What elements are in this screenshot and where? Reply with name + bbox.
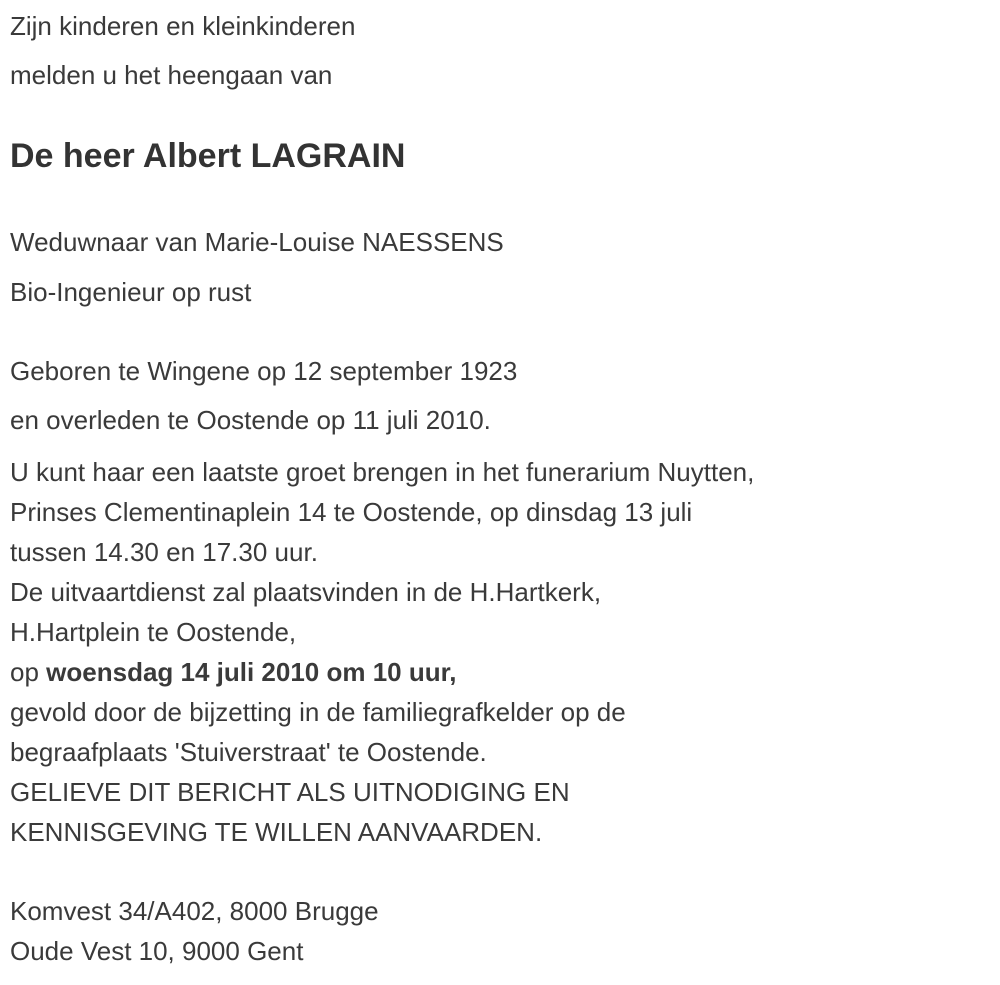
burial-line-1: gevold door de bijzetting in de familiegrafkelder op de (10, 697, 626, 727)
notice-line-1: GELIEVE DIT BERICHT ALS UITNODIGING EN (10, 777, 570, 807)
widower-line: Weduwnaar van Marie-Louise NAESSENS (10, 227, 504, 257)
service-date-prefix: op (10, 657, 47, 687)
intro-line-1: Zijn kinderen en kleinkinderen (10, 11, 356, 41)
burial-line-2: begraafplaats 'Stuiverstraat' te Oostende. (10, 737, 487, 767)
birth-line: Geboren te Wingene op 12 september 1923 (10, 356, 518, 386)
address-line-1: Komvest 34/A402, 8000 Brugge (10, 896, 379, 926)
announcement-intro (10, 2, 980, 100)
visitation-line-3: tussen 14.30 en 17.30 uur. (10, 537, 318, 567)
relation-block (10, 217, 980, 317)
life-dates-block (10, 347, 980, 445)
profession-line: Bio-Ingenieur op rust (10, 277, 252, 307)
service-line-1: De uitvaartdienst zal plaatsvinden in de H.Hartkerk, (10, 577, 602, 607)
service-date: woensdag 14 juli 2010 om 10 uur, (46, 657, 457, 687)
ceremony-block (10, 452, 980, 852)
visitation-line-2: Prinses Clementinaplein 14 te Oostende, op dinsdag 13 juli (10, 497, 693, 527)
visitation-line-1: U kunt haar een laatste groet brengen in het funerarium Nuytten, (10, 457, 755, 487)
death-line: en overleden te Oostende op 11 juli 2010. (10, 405, 491, 435)
service-line-2: H.Hartplein te Oostende, (10, 617, 297, 647)
deceased-name-heading: De heer Albert LAGRAIN (10, 137, 406, 175)
intro-line-2: melden u het heengaan van (10, 60, 333, 90)
address-line-2: Oude Vest 10, 9000 Gent (10, 936, 304, 966)
notice-line-2: KENNISGEVING TE WILLEN AANVAARDEN. (10, 817, 543, 847)
addresses-block (10, 891, 980, 971)
